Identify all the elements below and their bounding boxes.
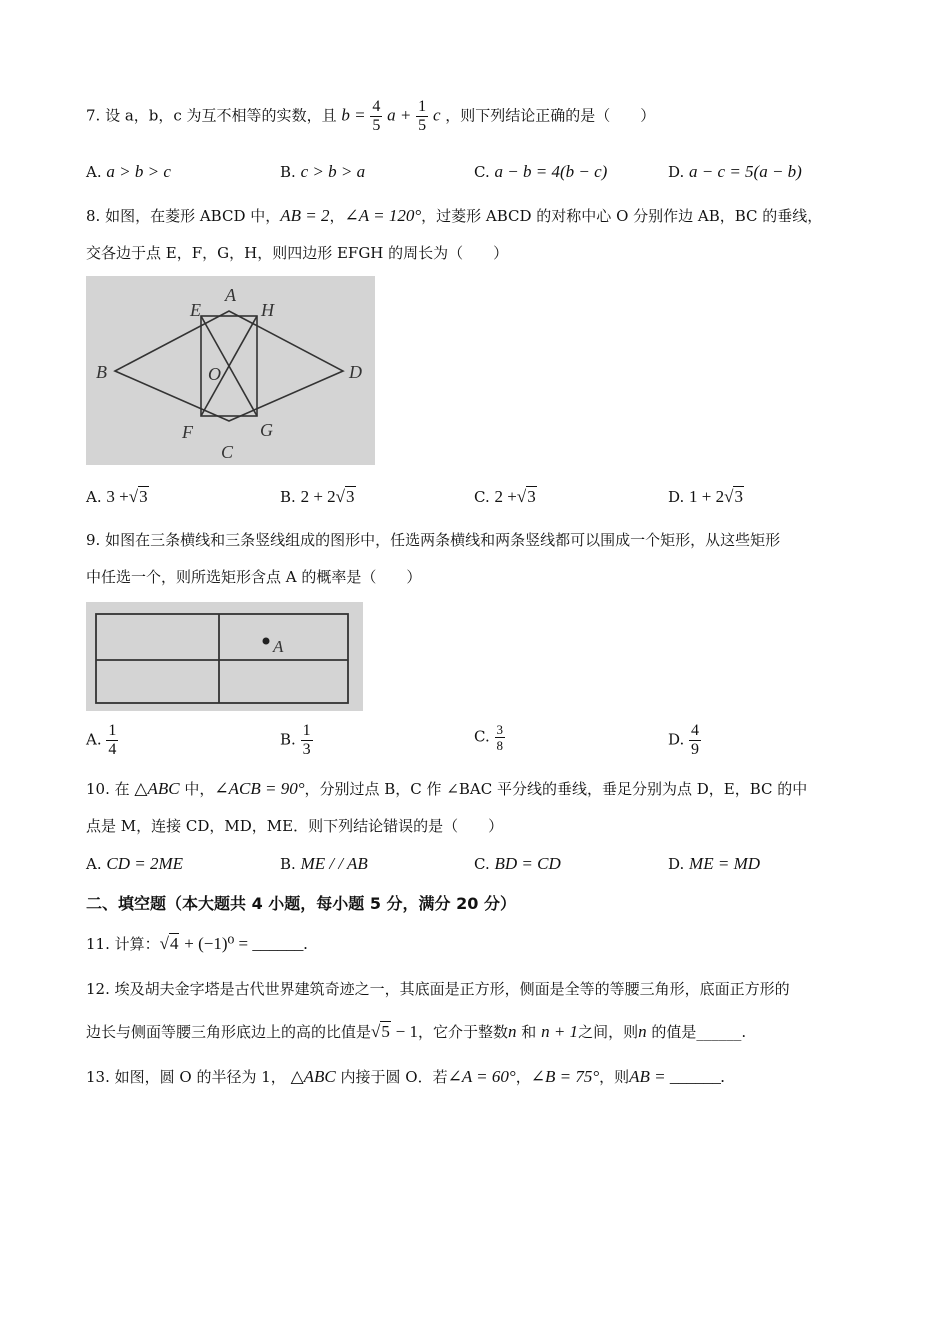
- q8-option-c[interactable]: C. 2 +√3: [474, 487, 536, 506]
- fig-label-b: B: [96, 362, 107, 382]
- q9-option-d[interactable]: D. $\frac{4}{9}$: [668, 722, 700, 758]
- q10-option-a[interactable]: A. CD = 2ME: [86, 854, 184, 873]
- q7-a-plus: a +: [387, 105, 412, 125]
- q13-stem: 13. 如图，圆 O 的半径为 1， △ABC 内接于圆 O．若∠A = 60°，∠B = 75°，则AB = ______.: [86, 1067, 726, 1086]
- q9-option-c[interactable]: C. $\frac{3}{8}$: [474, 722, 503, 753]
- q10-stem-line1: 10. 在 △ABC 中，∠ACB = 90°，分别过点 B，C 作 ∠BAC 平分线的垂线，垂足分别为点 D，E，BC 的中: [86, 779, 808, 798]
- fig-label-a: A: [225, 285, 236, 305]
- q7-stem: [86, 98, 655, 135]
- fig-label-e: E: [190, 300, 201, 320]
- fig-label-d: D: [349, 362, 362, 382]
- fig-label-g: G: [260, 420, 273, 440]
- q9-option-a[interactable]: A. $\frac{1}{4}$: [86, 722, 117, 758]
- q7-c: c: [432, 105, 441, 125]
- q10-option-b[interactable]: B. ME / / AB: [280, 854, 368, 873]
- grid-label-a: A: [273, 637, 284, 656]
- q9-stem-line2: 中任选一个，则所选矩形含点 A 的概率是（ ）: [86, 568, 422, 586]
- q7-fraction-2: $\frac{1}{5}$: [418, 98, 427, 134]
- q10-option-d[interactable]: D. ME = MD: [668, 854, 761, 873]
- q11-stem: 11. 计算：√4 + (−1)⁰ = ______.: [86, 934, 308, 953]
- q7-option-b[interactable]: B. c > b > a: [280, 162, 366, 181]
- grid-figure: [86, 602, 363, 711]
- q7-option-d[interactable]: D. a − c = 5(a − b): [668, 162, 802, 181]
- section-heading-fill-in: 二、填空题（本大题共 4 小题，每小题 5 分，满分 20 分）: [86, 894, 516, 913]
- q7-suffix: ，则下列结论正确的是（ ）: [445, 106, 656, 125]
- fig-label-h: H: [261, 300, 274, 320]
- q12-stem-line2: 边长与侧面等腰三角形底边上的高的比值是√5 − 1，它介于整数n 和 n + 1之间，则n 的值是______.: [86, 1022, 747, 1041]
- q8-option-b[interactable]: B. 2 + 2√3: [280, 487, 355, 506]
- fig-label-c: C: [221, 442, 234, 462]
- fig-label-f: F: [182, 422, 193, 442]
- q8-option-a[interactable]: A. 3 +√3: [86, 487, 148, 506]
- point-a-dot: [263, 638, 270, 645]
- q9-stem-line1: 9. 如图在三条横线和三条竖线组成的图形中，任选两条横线和两条竖线都可以围成一个矩形，从这些矩形: [86, 531, 781, 549]
- q7-eq-b: b =: [341, 105, 366, 125]
- fig-label-o: O: [208, 364, 221, 384]
- q7-option-c[interactable]: C. a − b = 4(b − c): [474, 162, 608, 181]
- q10-option-c[interactable]: C. BD = CD: [474, 854, 561, 873]
- q7-fraction-1: $\frac{4}{5}$: [372, 98, 381, 134]
- q8-stem-line2: 交各边于点 E，F，G，H，则四边形 EFGH 的周长为（ ）: [86, 244, 509, 262]
- q10-stem-line2: 点是 M，连接 CD，MD，ME．则下列结论错误的是（ ）: [86, 817, 504, 835]
- q8-option-d[interactable]: D. 1 + 2√3: [668, 487, 743, 506]
- q12-stem-line1: 12. 埃及胡夫金字塔是古代世界建筑奇迹之一，其底面是正方形，侧面是全等的等腰三角形，底面正方形的: [86, 980, 790, 998]
- q8-stem-line1: 8. 如图，在菱形 ABCD 中，AB = 2，∠A = 120°，过菱形 ABCD 的对称中心 O 分别作边 AB，BC 的垂线，: [86, 206, 823, 225]
- q7-option-a[interactable]: A. a > b > c: [86, 162, 171, 181]
- rhombus-figure: [86, 276, 375, 465]
- q9-option-b[interactable]: B. $\frac{1}{3}$: [280, 722, 311, 758]
- q7-prefix: 7. 设 a，b，c 为互不相等的实数，且: [86, 106, 337, 125]
